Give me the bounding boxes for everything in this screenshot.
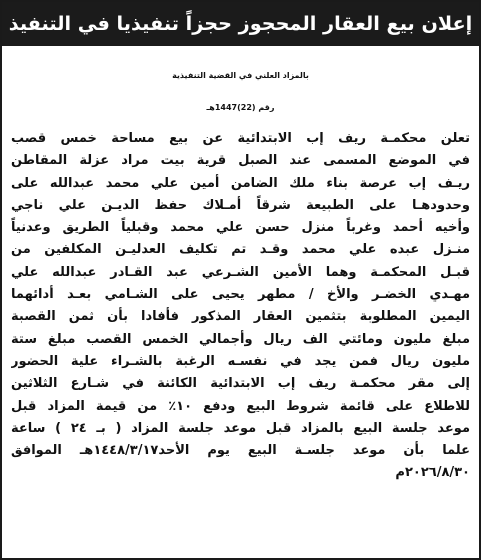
notice-body-line: ريـف إب عرصة بناء ملك الضامن أمين علي محمد عبدالله على (11, 175, 470, 191)
notice-body-line: مليون ريال فمن يجد في نفسـه الرغبة بالشـراء علية الحضور (11, 353, 470, 369)
notice-subtitle-auction: بالمزاد العلني في القضية التنفيذية (172, 71, 309, 80)
notice-body-line: إلى مقر محكمـة ريف إب الابتدائية الكائنة في شـارع الثلاثين (11, 376, 470, 392)
notice-body (11, 128, 470, 485)
notice-body-line: مهـدي الخضـر والأخ / مطهر يحيى على الشـامي بعـد أدائهما (11, 287, 470, 303)
notice-body-line: في الموضع المسمى عند الصبل قرية بيت مراد عزلة المقاطن (11, 153, 470, 169)
notice-body-line: منـزل عبده علي محمد وقـد تم تكليف العدليـن المكلفين من (11, 242, 470, 258)
notice-header-title: إعلان بيع العقار المحجوز حجزاً تنفيذيا في التنفيذ (8, 12, 473, 35)
notice-body-line: تعلن محكمـة ريف إب الابتدائية عن بيع مساحة خمس قصب (11, 131, 470, 146)
notice-body-line: قبـل المحكمـة وهما الأمين الشـرعي عبد القـادر عبدالله علي (11, 264, 470, 280)
notice-body-line: للاطلاع على قائمة شروط البيع ودفع ١٠٪ من قيمة المزاد قبل (11, 398, 470, 414)
notice-body-line: اليمين المطلوبة بتثمين العقار المذكور فأفادا بأن ثمن القصبة (11, 309, 470, 325)
notice-body-line: موعد جلسة البيع بالمزاد قبل موعد جلسة المزاد ( بـ ٢٤ ) ساعة (11, 420, 470, 436)
notice-body-line: ٢٠٢٦/٨/٣٠م (395, 465, 470, 481)
notice-body-line: وحدودهـا على الطبيعة شرقاً أمـلاك حفظ الديـن علي ناجي (11, 197, 470, 213)
notice-header-bar (2, 2, 479, 46)
notice-case-number: رقم (22)1447هـ (206, 103, 275, 112)
notice-body-line: مبلغ مليون ومائتي الف ريال وأجمالي الخمس القصب مبلغ ستة (11, 331, 470, 347)
notice-body-line: علما بأن موعد جلسـة البيع يوم الأحد١٤٤٨/٣/١٧هـ الموافق (11, 443, 470, 459)
notice-body-line: وأخيه أحمد وغرباً منزل حسن علي محمد وقبلياً الطريق وعدنياً (11, 220, 470, 236)
